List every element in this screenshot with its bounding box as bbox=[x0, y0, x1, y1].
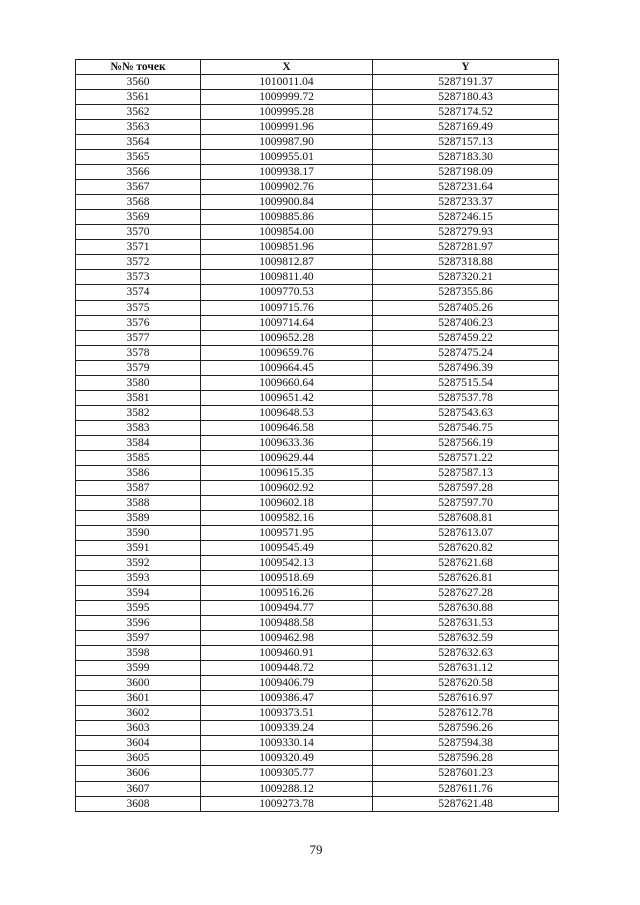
table-row bbox=[76, 751, 559, 766]
table-row bbox=[76, 556, 559, 571]
x-coordinate-cell: 1009851.96 bbox=[201, 240, 373, 255]
x-coordinate-cell: 1009273.78 bbox=[201, 796, 373, 811]
table-row bbox=[76, 781, 559, 796]
x-coordinate-cell: 1009305.77 bbox=[201, 766, 373, 781]
point-number-cell: 3579 bbox=[76, 360, 201, 375]
table-row bbox=[76, 571, 559, 586]
y-coordinate-cell: 5287620.58 bbox=[373, 676, 559, 691]
x-coordinate-cell: 1009460.91 bbox=[201, 646, 373, 661]
table-header bbox=[76, 60, 559, 75]
point-number-cell: 3605 bbox=[76, 751, 201, 766]
x-coordinate-cell: 1009494.77 bbox=[201, 601, 373, 616]
y-coordinate-cell: 5287406.23 bbox=[373, 315, 559, 330]
y-coordinate-cell: 5287608.81 bbox=[373, 510, 559, 525]
point-number-cell: 3566 bbox=[76, 165, 201, 180]
y-coordinate-cell: 5287355.86 bbox=[373, 285, 559, 300]
point-number-cell: 3588 bbox=[76, 495, 201, 510]
table-row bbox=[76, 150, 559, 165]
table-row bbox=[76, 90, 559, 105]
table-row bbox=[76, 285, 559, 300]
point-number-cell: 3602 bbox=[76, 706, 201, 721]
table-row bbox=[76, 120, 559, 135]
y-coordinate-cell: 5287626.81 bbox=[373, 571, 559, 586]
point-number-cell: 3560 bbox=[76, 75, 201, 90]
table-row bbox=[76, 165, 559, 180]
table-row bbox=[76, 601, 559, 616]
y-coordinate-cell: 5287537.78 bbox=[373, 390, 559, 405]
x-coordinate-cell: 1009386.47 bbox=[201, 691, 373, 706]
point-number-cell: 3593 bbox=[76, 571, 201, 586]
point-number-cell: 3600 bbox=[76, 676, 201, 691]
x-coordinate-cell: 1009602.18 bbox=[201, 495, 373, 510]
table-row bbox=[76, 255, 559, 270]
y-coordinate-cell: 5287157.13 bbox=[373, 135, 559, 150]
table-row bbox=[76, 420, 559, 435]
point-number-cell: 3597 bbox=[76, 631, 201, 646]
table-row bbox=[76, 195, 559, 210]
table-row bbox=[76, 616, 559, 631]
table-row bbox=[76, 706, 559, 721]
x-coordinate-cell: 1009518.69 bbox=[201, 571, 373, 586]
table-row bbox=[76, 315, 559, 330]
point-number-cell: 3561 bbox=[76, 90, 201, 105]
table-row bbox=[76, 691, 559, 706]
y-coordinate-cell: 5287566.19 bbox=[373, 435, 559, 450]
point-number-cell: 3598 bbox=[76, 646, 201, 661]
y-coordinate-cell: 5287279.93 bbox=[373, 225, 559, 240]
y-coordinate-cell: 5287233.37 bbox=[373, 195, 559, 210]
point-number-cell: 3601 bbox=[76, 691, 201, 706]
y-coordinate-cell: 5287597.28 bbox=[373, 480, 559, 495]
point-number-cell: 3577 bbox=[76, 330, 201, 345]
point-number-cell: 3585 bbox=[76, 450, 201, 465]
y-coordinate-cell: 5287597.70 bbox=[373, 495, 559, 510]
point-number-cell: 3580 bbox=[76, 375, 201, 390]
x-coordinate-cell: 1009488.58 bbox=[201, 616, 373, 631]
point-number-cell: 3603 bbox=[76, 721, 201, 736]
point-number-cell: 3578 bbox=[76, 345, 201, 360]
y-coordinate-cell: 5287571.22 bbox=[373, 450, 559, 465]
y-coordinate-cell: 5287631.12 bbox=[373, 661, 559, 676]
table-row bbox=[76, 135, 559, 150]
x-coordinate-cell: 1009902.76 bbox=[201, 180, 373, 195]
y-coordinate-cell: 5287180.43 bbox=[373, 90, 559, 105]
y-coordinate-cell: 5287246.15 bbox=[373, 210, 559, 225]
x-coordinate-cell: 1009715.76 bbox=[201, 300, 373, 315]
point-number-cell: 3572 bbox=[76, 255, 201, 270]
point-number-cell: 3564 bbox=[76, 135, 201, 150]
point-number-cell: 3581 bbox=[76, 390, 201, 405]
y-coordinate-cell: 5287627.28 bbox=[373, 586, 559, 601]
point-number-cell: 3595 bbox=[76, 601, 201, 616]
point-number-cell: 3570 bbox=[76, 225, 201, 240]
point-number-cell: 3575 bbox=[76, 300, 201, 315]
point-number-cell: 3592 bbox=[76, 556, 201, 571]
point-number-cell: 3606 bbox=[76, 766, 201, 781]
x-coordinate-cell: 1009615.35 bbox=[201, 465, 373, 480]
x-coordinate-cell: 1009582.16 bbox=[201, 510, 373, 525]
y-coordinate-cell: 5287621.48 bbox=[373, 796, 559, 811]
point-number-cell: 3596 bbox=[76, 616, 201, 631]
point-number-cell: 3576 bbox=[76, 315, 201, 330]
y-coordinate-cell: 5287318.88 bbox=[373, 255, 559, 270]
y-coordinate-cell: 5287459.22 bbox=[373, 330, 559, 345]
table-row bbox=[76, 766, 559, 781]
table-row bbox=[76, 435, 559, 450]
x-coordinate-cell: 1009288.12 bbox=[201, 781, 373, 796]
x-coordinate-cell: 1009660.64 bbox=[201, 375, 373, 390]
coordinates-table bbox=[75, 59, 559, 812]
x-coordinate-cell: 1009339.24 bbox=[201, 721, 373, 736]
x-coordinate-cell: 1009330.14 bbox=[201, 736, 373, 751]
point-number-cell: 3587 bbox=[76, 480, 201, 495]
x-coordinate-cell: 1009651.42 bbox=[201, 390, 373, 405]
x-coordinate-cell: 1009812.87 bbox=[201, 255, 373, 270]
y-coordinate-cell: 5287475.24 bbox=[373, 345, 559, 360]
y-coordinate-cell: 5287281.97 bbox=[373, 240, 559, 255]
point-number-cell: 3590 bbox=[76, 525, 201, 540]
point-number-cell: 3573 bbox=[76, 270, 201, 285]
x-coordinate-cell: 1009885.86 bbox=[201, 210, 373, 225]
y-coordinate-cell: 5287191.37 bbox=[373, 75, 559, 90]
point-number-cell: 3569 bbox=[76, 210, 201, 225]
x-coordinate-cell: 1010011.04 bbox=[201, 75, 373, 90]
x-coordinate-cell: 1009545.49 bbox=[201, 541, 373, 556]
x-coordinate-cell: 1009995.28 bbox=[201, 105, 373, 120]
x-coordinate-cell: 1009714.64 bbox=[201, 315, 373, 330]
table-row bbox=[76, 661, 559, 676]
y-coordinate-cell: 5287613.07 bbox=[373, 525, 559, 540]
point-number-cell: 3583 bbox=[76, 420, 201, 435]
y-coordinate-cell: 5287594.38 bbox=[373, 736, 559, 751]
y-coordinate-cell: 5287496.39 bbox=[373, 360, 559, 375]
table-row bbox=[76, 495, 559, 510]
x-coordinate-cell: 1009629.44 bbox=[201, 450, 373, 465]
table-row bbox=[76, 75, 559, 90]
point-number-cell: 3599 bbox=[76, 661, 201, 676]
table-row bbox=[76, 676, 559, 691]
table-row bbox=[76, 360, 559, 375]
y-coordinate-cell: 5287198.09 bbox=[373, 165, 559, 180]
table-row bbox=[76, 375, 559, 390]
point-number-cell: 3571 bbox=[76, 240, 201, 255]
point-number-cell: 3607 bbox=[76, 781, 201, 796]
header-point-number: №№ точек bbox=[76, 60, 201, 75]
y-coordinate-cell: 5287169.49 bbox=[373, 120, 559, 135]
point-number-cell: 3574 bbox=[76, 285, 201, 300]
table-row bbox=[76, 631, 559, 646]
point-number-cell: 3584 bbox=[76, 435, 201, 450]
x-coordinate-cell: 1009406.79 bbox=[201, 676, 373, 691]
y-coordinate-cell: 5287405.26 bbox=[373, 300, 559, 315]
table-row bbox=[76, 300, 559, 315]
x-coordinate-cell: 1009991.96 bbox=[201, 120, 373, 135]
point-number-cell: 3608 bbox=[76, 796, 201, 811]
table-row bbox=[76, 390, 559, 405]
table-row bbox=[76, 586, 559, 601]
table-row bbox=[76, 525, 559, 540]
x-coordinate-cell: 1009770.53 bbox=[201, 285, 373, 300]
y-coordinate-cell: 5287515.54 bbox=[373, 375, 559, 390]
y-coordinate-cell: 5287320.21 bbox=[373, 270, 559, 285]
x-coordinate-cell: 1009664.45 bbox=[201, 360, 373, 375]
header-row bbox=[76, 60, 559, 75]
table-row bbox=[76, 736, 559, 751]
y-coordinate-cell: 5287632.63 bbox=[373, 646, 559, 661]
x-coordinate-cell: 1009811.40 bbox=[201, 270, 373, 285]
y-coordinate-cell: 5287596.26 bbox=[373, 721, 559, 736]
x-coordinate-cell: 1009516.26 bbox=[201, 586, 373, 601]
table-row bbox=[76, 240, 559, 255]
y-coordinate-cell: 5287616.97 bbox=[373, 691, 559, 706]
table-row bbox=[76, 796, 559, 811]
x-coordinate-cell: 1009987.90 bbox=[201, 135, 373, 150]
y-coordinate-cell: 5287601.23 bbox=[373, 766, 559, 781]
point-number-cell: 3582 bbox=[76, 405, 201, 420]
point-number-cell: 3568 bbox=[76, 195, 201, 210]
y-coordinate-cell: 5287621.68 bbox=[373, 556, 559, 571]
x-coordinate-cell: 1009999.72 bbox=[201, 90, 373, 105]
point-number-cell: 3567 bbox=[76, 180, 201, 195]
x-coordinate-cell: 1009854.00 bbox=[201, 225, 373, 240]
y-coordinate-cell: 5287612.78 bbox=[373, 706, 559, 721]
table-row bbox=[76, 405, 559, 420]
x-coordinate-cell: 1009646.58 bbox=[201, 420, 373, 435]
y-coordinate-cell: 5287630.88 bbox=[373, 601, 559, 616]
point-number-cell: 3586 bbox=[76, 465, 201, 480]
x-coordinate-cell: 1009373.51 bbox=[201, 706, 373, 721]
table-row bbox=[76, 105, 559, 120]
table-row bbox=[76, 541, 559, 556]
x-coordinate-cell: 1009938.17 bbox=[201, 165, 373, 180]
x-coordinate-cell: 1009542.13 bbox=[201, 556, 373, 571]
x-coordinate-cell: 1009462.98 bbox=[201, 631, 373, 646]
y-coordinate-cell: 5287183.30 bbox=[373, 150, 559, 165]
y-coordinate-cell: 5287587.13 bbox=[373, 465, 559, 480]
y-coordinate-cell: 5287546.75 bbox=[373, 420, 559, 435]
y-coordinate-cell: 5287231.64 bbox=[373, 180, 559, 195]
point-number-cell: 3604 bbox=[76, 736, 201, 751]
point-number-cell: 3562 bbox=[76, 105, 201, 120]
x-coordinate-cell: 1009633.36 bbox=[201, 435, 373, 450]
table-row bbox=[76, 480, 559, 495]
y-coordinate-cell: 5287611.76 bbox=[373, 781, 559, 796]
table-row bbox=[76, 330, 559, 345]
x-coordinate-cell: 1009448.72 bbox=[201, 661, 373, 676]
point-number-cell: 3589 bbox=[76, 510, 201, 525]
page-number: 79 bbox=[309, 842, 323, 857]
x-coordinate-cell: 1009571.95 bbox=[201, 525, 373, 540]
x-coordinate-cell: 1009955.01 bbox=[201, 150, 373, 165]
table-row bbox=[76, 210, 559, 225]
table-row bbox=[76, 270, 559, 285]
y-coordinate-cell: 5287543.63 bbox=[373, 405, 559, 420]
y-coordinate-cell: 5287596.28 bbox=[373, 751, 559, 766]
table-row bbox=[76, 180, 559, 195]
x-coordinate-cell: 1009320.49 bbox=[201, 751, 373, 766]
header-x: X bbox=[201, 60, 373, 75]
x-coordinate-cell: 1009648.53 bbox=[201, 405, 373, 420]
y-coordinate-cell: 5287631.53 bbox=[373, 616, 559, 631]
header-y: Y bbox=[373, 60, 559, 75]
table-body bbox=[76, 75, 559, 812]
table-row bbox=[76, 465, 559, 480]
table-row bbox=[76, 646, 559, 661]
x-coordinate-cell: 1009659.76 bbox=[201, 345, 373, 360]
point-number-cell: 3563 bbox=[76, 120, 201, 135]
table-row bbox=[76, 450, 559, 465]
table-row bbox=[76, 510, 559, 525]
point-number-cell: 3565 bbox=[76, 150, 201, 165]
table-row bbox=[76, 721, 559, 736]
x-coordinate-cell: 1009602.92 bbox=[201, 480, 373, 495]
table-row bbox=[76, 345, 559, 360]
y-coordinate-cell: 5287620.82 bbox=[373, 541, 559, 556]
y-coordinate-cell: 5287632.59 bbox=[373, 631, 559, 646]
table-row bbox=[76, 225, 559, 240]
x-coordinate-cell: 1009652.28 bbox=[201, 330, 373, 345]
y-coordinate-cell: 5287174.52 bbox=[373, 105, 559, 120]
point-number-cell: 3591 bbox=[76, 541, 201, 556]
point-number-cell: 3594 bbox=[76, 586, 201, 601]
x-coordinate-cell: 1009900.84 bbox=[201, 195, 373, 210]
